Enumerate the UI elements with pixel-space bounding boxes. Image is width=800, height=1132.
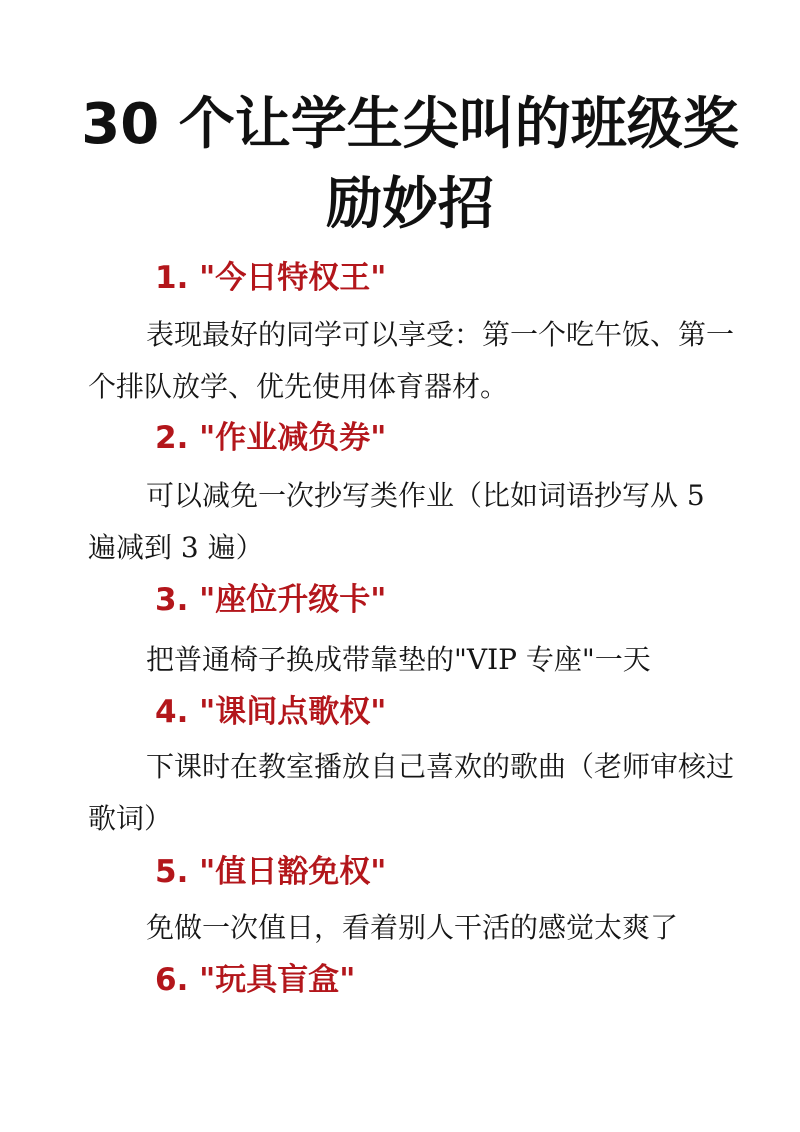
item-heading-5: 5. "值日豁免权" [155, 854, 387, 890]
page-title: 30 个让学生尖叫的班级奖励妙招 [81, 92, 739, 237]
item-body-3: 把普通椅子换成带靠垫的"VIP 专座"一天 [146, 643, 651, 676]
item-body-2: 可以减免一次抄写类作业（比如词语抄写从 5 遍减到 3 遍） [88, 479, 705, 564]
item-heading-2: 2. "作业减负券" [155, 420, 387, 456]
item-heading-4: 4. "课间点歌权" [155, 694, 387, 730]
item-body-1: 表现最好的同学可以享受：第一个吃午饭、第一个排队放学、优先使用体育器材。 [88, 318, 735, 403]
item-heading-6: 6. "玩具盲盒" [155, 962, 356, 998]
item-heading-3: 3. "座位升级卡" [155, 582, 387, 618]
item-heading-1: 1. "今日特权王" [155, 260, 387, 296]
item-body-4: 下课时在教室播放自己喜欢的歌曲（老师审核过歌词） [88, 750, 735, 835]
item-body-5: 免做一次值日，看着别人干活的感觉太爽了 [146, 911, 679, 944]
